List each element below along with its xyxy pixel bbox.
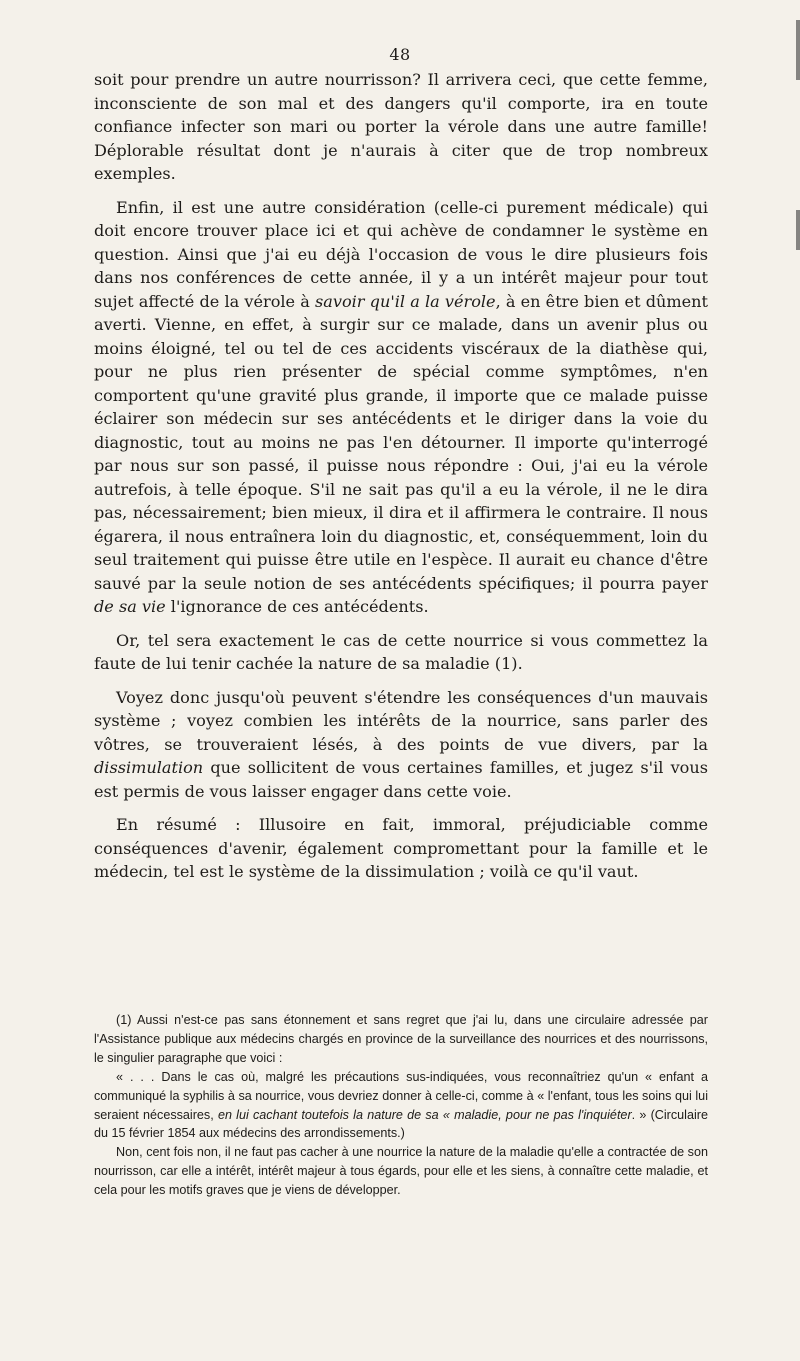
text-run: Enfin, il est une autre considération (celle-ci purement médicale) qui doit encore trouver place ici et qui achève de condamner le système en question. Ainsi que j'ai eu déjà l'occasion de vous le dire plusieurs fois dans nos conférences de cette année, il y a un intérêt majeur pour tout sujet affecté de la vérole à — [94, 197, 708, 311]
text-run: « . . . Dans le cas où, malgré les précautions sus-indiquées, vous reconnaîtriez qu'un « enfant a communiqué la syphilis à sa nourrice, vous devriez donner à celle-ci, comme à « l'enfant, tous les soins qui lui seraient nécessaires, — [94, 1069, 708, 1122]
text-run: . » (Circulaire du 15 février 1854 aux médecins des arrondissements.) — [94, 1107, 708, 1141]
footnote-paragraph — [94, 1011, 708, 1068]
main-text — [94, 68, 708, 884]
text-run: En résumé : Illusoire en fait, immoral, préjudiciable comme conséquences d'avenir, également compromettant pour la famille et le médecin, tel est le système de la dissimulation ; voilà ce qu'il vaut. — [94, 815, 708, 881]
footnote-paragraph — [94, 1068, 708, 1144]
text-run: soit pour prendre un autre nourrisson? Il arrivera ceci, que cette femme, inconsciente de son mal et des dangers qu'il comporte, ira en toute confiance infecter son mari ou porter la vérole dans une autre famille! Déplorable résultat dont je n'aurais à citer que de trop nombreux exemples. — [94, 70, 708, 183]
text-run: Non, cent fois non, il ne faut pas cacher à une nourrice la nature de la maladie qu'elle a contractée de son nourrisson, car elle a intérêt, intérêt majeur à tous égards, pour elle et les siens, à connaître cette maladie, et cela pour les motifs graves que je viens de développer. — [94, 1145, 708, 1198]
paragraph — [94, 686, 708, 804]
italic-text: dissimulation — [94, 758, 204, 777]
footnotes — [94, 1011, 708, 1200]
paragraph — [94, 196, 708, 619]
text-run: , à en être bien et dûment averti. Vienne, en effet, à surgir sur ce malade, dans un avenir plus ou moins éloigné, tel ou tel de ces accidents viscéraux de la diathèse qui, pour ne plus rien présenter de spécial comme symptômes, n'en comportent qu'une gravité plus grande, il importe que ce malade puisse éclairer son médecin sur ses antécédents et le diriger dans la voie du diagnostic, tout au moins ne pas l'en détourner. Il importe qu'interrogé par nous sur son passé, il puisse nous répondre : Oui, j'ai eu la vérole autrefois, à telle époque. S'il ne sait pas qu'il a eu la vérole, il ne le dira pas, nécessairement; bien mieux, il dira et il affirmera le contraire. Il nous égarera, il nous entraînera loin du diagnostic, et, conséquemment, loin du seul traitement qui puisse être utile en l'espèce. Il aurait eu chance d'être sauvé par la seule notion de ses antécédents spécifiques; il pourra payer — [94, 291, 708, 593]
text-run: Voyez donc jusqu'où peuvent s'étendre les conséquences d'un mauvais système ; voyez combien les intérêts de la nourrice, sans parler des vôtres, se trouveraient lésés, à des points de vue divers, par la — [94, 687, 708, 754]
italic-text: en lui cachant toutefois la nature de sa « maladie, pour ne pas l'inquiéter — [217, 1107, 632, 1122]
paragraph — [94, 68, 708, 186]
footnote-paragraph — [94, 1143, 708, 1200]
text-run: Or, tel sera exactement le cas de cette nourrice si vous commettez la faute de lui tenir cachée la nature de sa maladie (1). — [94, 630, 708, 673]
paragraph — [94, 813, 708, 884]
italic-text: savoir qu'il a la vérole — [315, 291, 496, 311]
text-run: l'ignorance de ces antécédents. — [165, 597, 429, 616]
page-edge-shadow — [796, 210, 800, 250]
paragraph — [94, 629, 708, 676]
page-edge-shadow — [796, 20, 800, 80]
text-run: (1) Aussi n'est-ce pas sans étonnement et sans regret que j'ai lu, dans une circulaire adressée par l'Assistance publique aux médecins chargés en province de la surveillance des nourrices et des nourrissons, le singulier paragraphe que voici : — [94, 1013, 708, 1065]
text-run: que sollicitent de vous certaines familles, et jugez s'il vous est permis de vous laisser engager dans cette voie. — [94, 758, 708, 801]
italic-text: de sa vie — [94, 597, 166, 616]
page-number: 48 — [389, 45, 411, 64]
